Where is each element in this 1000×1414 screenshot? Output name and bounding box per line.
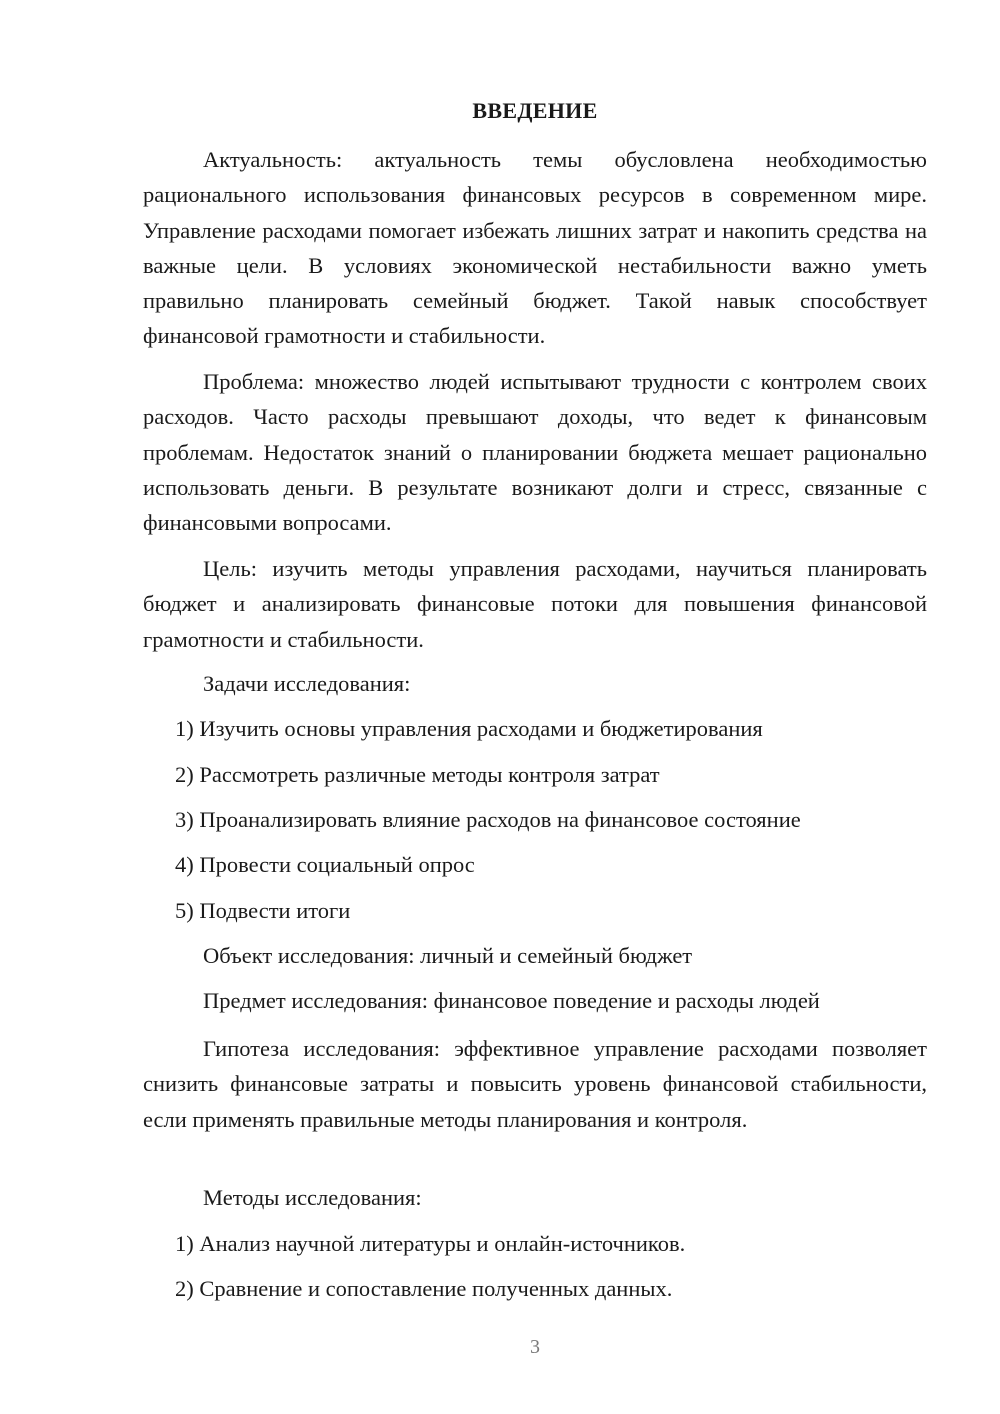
hypothesis-paragraph: Гипотеза исследования: эффективное управление расходами позволяет снизить финансовые затраты и повысить уровень финансовой стабильности, если применять правильные методы планирования и контроля. [143,1036,927,1132]
task-item-3: 3) Проанализировать влияние расходов на финансовое состояние [175,807,801,832]
task-item-4: 4) Провести социальный опрос [175,852,475,877]
problem-paragraph: Проблема: множество людей испытывают трудности с контролем своих расходов. Часто расходы превышают доходы, что ведет к финансовым проблемам. Недостаток знаний о планировании бюджета мешает рационально использовать деньги. В результате возникают долги и стресс, связанные с финансовыми вопросами. [143,369,927,536]
methods-heading: Методы исследования: [203,1185,422,1210]
task-item-5: 5) Подвести итоги [175,898,351,923]
research-subject: Предмет исследования: финансовое поведение и расходы людей [203,988,820,1013]
section-title: ВВЕДЕНИЕ [472,98,598,123]
method-item-2: 2) Сравнение и сопоставление полученных данных. [175,1276,673,1301]
relevance-paragraph: Актуальность: актуальность темы обусловлена необходимостью рационального использования финансовых ресурсов в современном мире. Управление расходами помогает избежать лишних затрат и накопить средства на важные цели. В условиях экономической нестабильности важно уметь правильно планировать семейный бюджет. Такой навык способствует финансовой грамотности и стабильности. [143,147,927,349]
page-number: 3 [530,1336,540,1358]
task-item-2: 2) Рассмотреть различные методы контроля затрат [175,762,660,787]
task-item-1: 1) Изучить основы управления расходами и бюджетирования [175,716,763,741]
method-item-1: 1) Анализ научной литературы и онлайн-источников. [175,1231,686,1256]
tasks-heading: Задачи исследования: [203,671,411,696]
goal-paragraph: Цель: изучить методы управления расходами, научиться планировать бюджет и анализировать финансовые потоки для повышения финансовой грамотности и стабильности. [143,556,927,652]
research-object: Объект исследования: личный и семейный бюджет [203,943,693,968]
